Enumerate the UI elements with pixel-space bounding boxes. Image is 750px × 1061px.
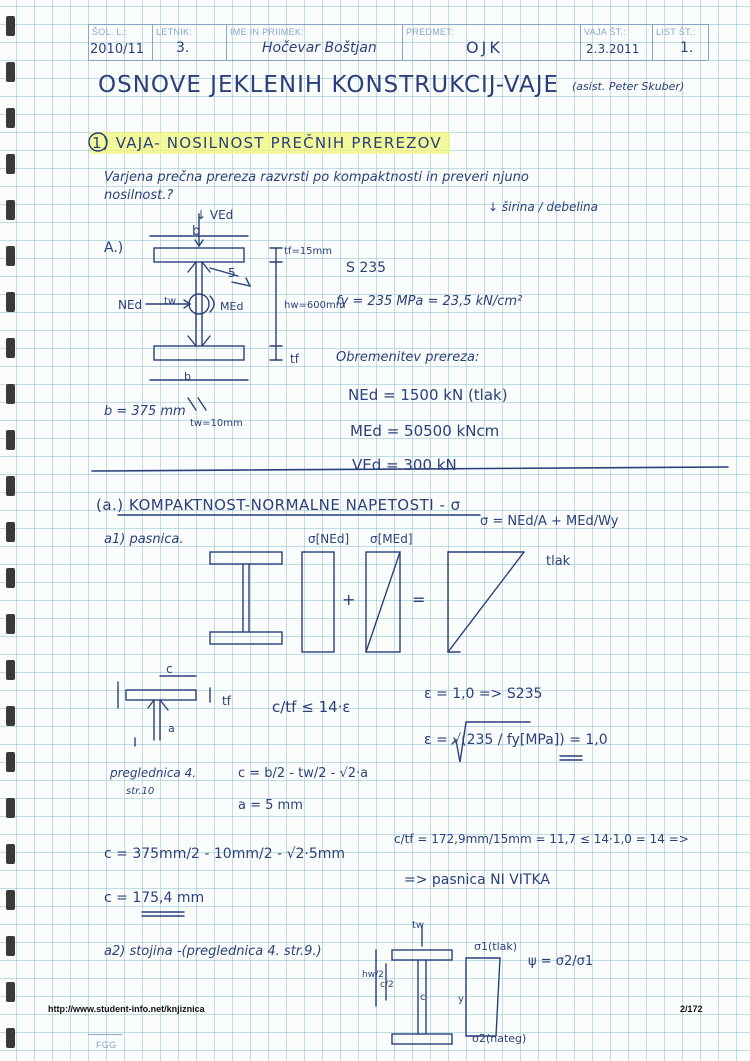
- intro-line-2: nosilnost.?: [104, 188, 174, 203]
- label-name: IME IN PRIIMEK:: [230, 27, 305, 37]
- c-formula: c = b/2 - tw/2 - √2·a: [238, 766, 369, 781]
- c-small-label: c: [420, 992, 426, 1003]
- loads-title: Obremenitev prereza:: [336, 350, 480, 365]
- sigma-ned-label: σ[NEd]: [308, 532, 350, 546]
- med-label: MEd: [220, 300, 244, 313]
- epsilon-formula: ε = √(235 / fy[MPa]) = 1,0: [424, 732, 608, 748]
- intro-note: ↓ širina / debelina: [488, 200, 598, 214]
- tf-dim-label: tf: [222, 694, 231, 708]
- tlak-label: tlak: [546, 554, 571, 569]
- flange-conclusion: => pasnica NI VITKA: [404, 872, 550, 888]
- tf-label: tf=15mm: [284, 246, 333, 257]
- tf-bottom-label: tf: [290, 352, 299, 366]
- ratio-check: c/tf = 172,9mm/15mm = 11,7 ≤ 14·1,0 = 14 =>: [394, 832, 689, 846]
- load-ned: NEd = 1500 kN (tlak): [348, 386, 508, 404]
- b-top-label: b: [192, 224, 201, 239]
- a-weld-label: a: [168, 722, 175, 735]
- tw-label: tw: [164, 296, 177, 307]
- label-exercise-no: VAJA ŠT.:: [584, 27, 627, 37]
- c-dim-label: c: [166, 662, 173, 676]
- ved-arrow-label: ↓ VEd: [196, 208, 234, 222]
- c-half-label: c/2: [380, 980, 394, 990]
- tw-value: tw=10mm: [190, 418, 243, 429]
- a2-heading: a2) stojina -(preglednica 4. str.9.): [104, 944, 322, 959]
- epsilon-line: ε = 1,0 => S235: [424, 686, 543, 702]
- page-title: OSNOVE JEKLENIH KONSTRUKCIJ-VAJE: [98, 72, 560, 98]
- table-reference: preglednica 4.: [110, 766, 197, 780]
- sigma-med-label: σ[MEd]: [370, 532, 413, 546]
- a-value: a = 5 mm: [238, 798, 303, 813]
- yield-strength: fy = 235 MPa = 23,5 kN/cm²: [336, 294, 523, 309]
- label-school-year: ŠOL. L.:: [92, 27, 128, 37]
- sheet-value: 1.: [680, 40, 694, 56]
- psi-formula: ψ = σ2/σ1: [528, 954, 594, 969]
- subject-value: OJK: [466, 38, 503, 57]
- b-value: b = 375 mm: [104, 404, 186, 419]
- intro-line-1: Varjena prečna prereza razvrsti po kompaktnosti in preveri njuno: [104, 170, 529, 185]
- hw-half-label: hw/2: [362, 970, 384, 980]
- load-med: MEd = 50500 kNcm: [350, 422, 500, 440]
- label-letnik: LETNIK:: [156, 27, 193, 37]
- school-year-value: 2010/11: [90, 42, 145, 57]
- sigma1-label: σ1(tlak): [474, 940, 518, 953]
- title-note: (asist. Peter Skuber): [572, 80, 685, 93]
- letnik-value: 3.: [176, 40, 190, 56]
- fgg-label: FGG: [96, 1040, 117, 1050]
- date-value: 2.3.2011: [586, 42, 640, 56]
- name-value: Hočevar Boštjan: [262, 40, 377, 56]
- b-bottom-label: b: [184, 370, 191, 383]
- exercise-heading: 1) VAJA- NOSILNOST PREČNIH PREREZOV: [90, 132, 450, 154]
- tw-small-label: tw: [412, 920, 425, 931]
- label-sheet-no: LIST ŠT.:: [656, 27, 696, 37]
- sigma2-label: σ2(nateg): [472, 1032, 527, 1045]
- plus-sign: +: [342, 590, 356, 609]
- page-counter: 2/172: [680, 1004, 703, 1014]
- source-url: http://www.student-info.net/knjiznica: [48, 1004, 205, 1014]
- weld-label: 5: [228, 266, 236, 280]
- section-a-heading: (a.) KOMPAKTNOST-NORMALNE NAPETOSTI - σ: [96, 496, 461, 514]
- c-calculation: c = 375mm/2 - 10mm/2 - √2·5mm: [104, 846, 346, 862]
- case-a-label: A.): [104, 240, 124, 256]
- sigma-formula: σ = NEd/A + MEd/Wy: [480, 514, 619, 529]
- load-ved: VEd = 300 kN: [352, 456, 457, 474]
- c-tf-condition: c/tf ≤ 14·ε: [272, 698, 351, 716]
- label-subject: PREDMET:: [406, 27, 454, 37]
- ned-label: NEd: [118, 298, 143, 312]
- equals-sign: =: [412, 590, 426, 609]
- table-page: str.10: [126, 786, 155, 797]
- steel-grade: S 235: [346, 260, 387, 276]
- c-result: c = 175,4 mm: [104, 890, 205, 906]
- a1-heading: a1) pasnica.: [104, 532, 184, 547]
- hw-label: hw=600mm: [284, 300, 346, 311]
- y-small-label: y: [458, 994, 464, 1005]
